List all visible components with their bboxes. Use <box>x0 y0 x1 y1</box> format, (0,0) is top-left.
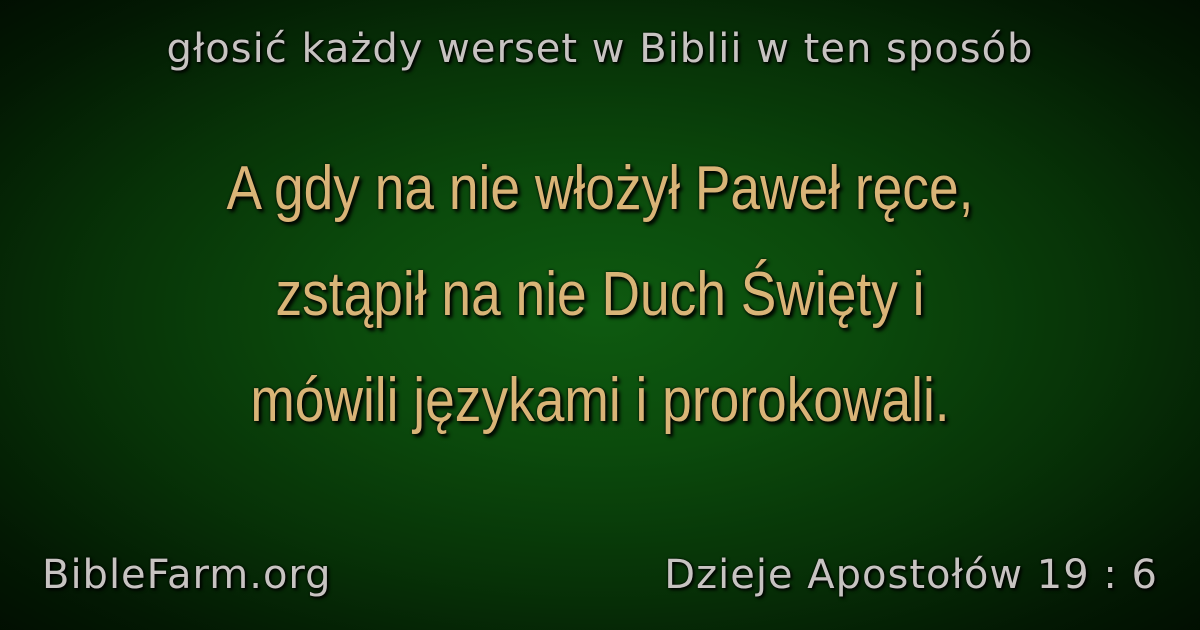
verse-text <box>118 136 1081 454</box>
site-name: BibleFarm.org <box>42 552 332 598</box>
verse-reference: Dzieje Apostołów 19 : 6 <box>664 552 1158 598</box>
tagline: głosić każdy werset w Biblii w ten sposób <box>166 26 1034 72</box>
verse-line: A gdy na nie włożył Paweł ręce, <box>226 154 974 223</box>
verse-line: zstąpił na nie Duch Święty i <box>275 260 925 329</box>
verse-line: mówili językami i prorokowali. <box>250 366 950 435</box>
